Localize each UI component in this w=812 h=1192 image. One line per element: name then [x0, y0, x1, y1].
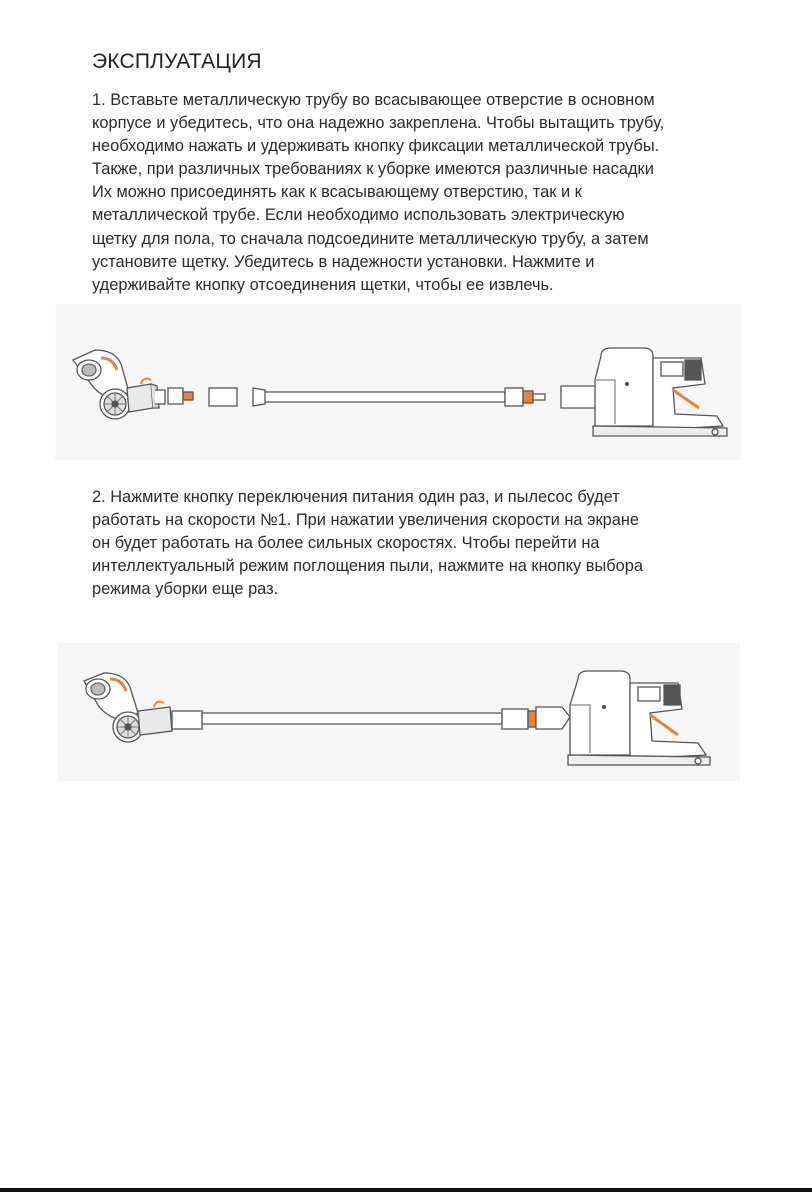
step-1-line: 1. Вставьте металлическую трубу во всасывающее отверстие в основном	[92, 91, 655, 109]
vacuum-disassembled-illustration	[55, 304, 741, 460]
step-1-line: Их можно присоединять как к всасывающему отверстию, так и к	[92, 183, 582, 202]
metal-tube	[202, 707, 570, 729]
step-1-line: удерживайте кнопку отсоединения щетки, чтобы ее извлечь.	[92, 275, 554, 294]
bottom-border	[0, 1188, 812, 1192]
page-title: ЭКСПЛУАТАЦИЯ	[92, 50, 262, 73]
step-1-paragraph	[92, 89, 732, 297]
step-1-line: Также, при различных требованиях к уборке имеются различные насадки	[92, 160, 654, 179]
brush-connector	[168, 388, 193, 404]
step-1-line: установите щетку. Убедитесь в надежности установки. Нажмите и	[92, 252, 595, 271]
vacuum-assembled-illustration	[58, 643, 740, 781]
metal-tube	[253, 388, 545, 406]
step-2-line: он будет работать на более сильных скоростях. Чтобы перейти на	[92, 534, 600, 553]
step-2-line: режима уборки еще раз.	[92, 580, 279, 599]
floor-brush-head	[73, 350, 165, 419]
step-2-line: работать на скорости №1. При нажатии увеличения скорости на экране	[92, 511, 640, 530]
tube-coupling	[209, 388, 237, 406]
step-2-paragraph	[92, 486, 732, 601]
step-1-line: необходимо нажать и удерживать кнопку фиксации металлической трубы.	[92, 137, 660, 156]
step-2-line: интеллектуальный режим поглощения пыли, нажмите на кнопку выбора	[92, 557, 643, 576]
step-1-line: корпусе и убедитесь, что она надежно закреплена. Чтобы вытащить трубу,	[92, 114, 665, 133]
floor-brush-head	[84, 673, 202, 742]
step-1-line: щетку для пола, то сначала подсоедините металлическую трубу, а затем	[92, 229, 649, 248]
step-2-line: 2. Нажмите кнопку переключения питания один раз, и пылесос будет	[92, 488, 620, 506]
vacuum-main-body	[568, 671, 710, 765]
step-1-line: металлической трубе. Если необходимо использовать электрическую	[92, 206, 625, 225]
vacuum-main-body	[593, 348, 727, 436]
